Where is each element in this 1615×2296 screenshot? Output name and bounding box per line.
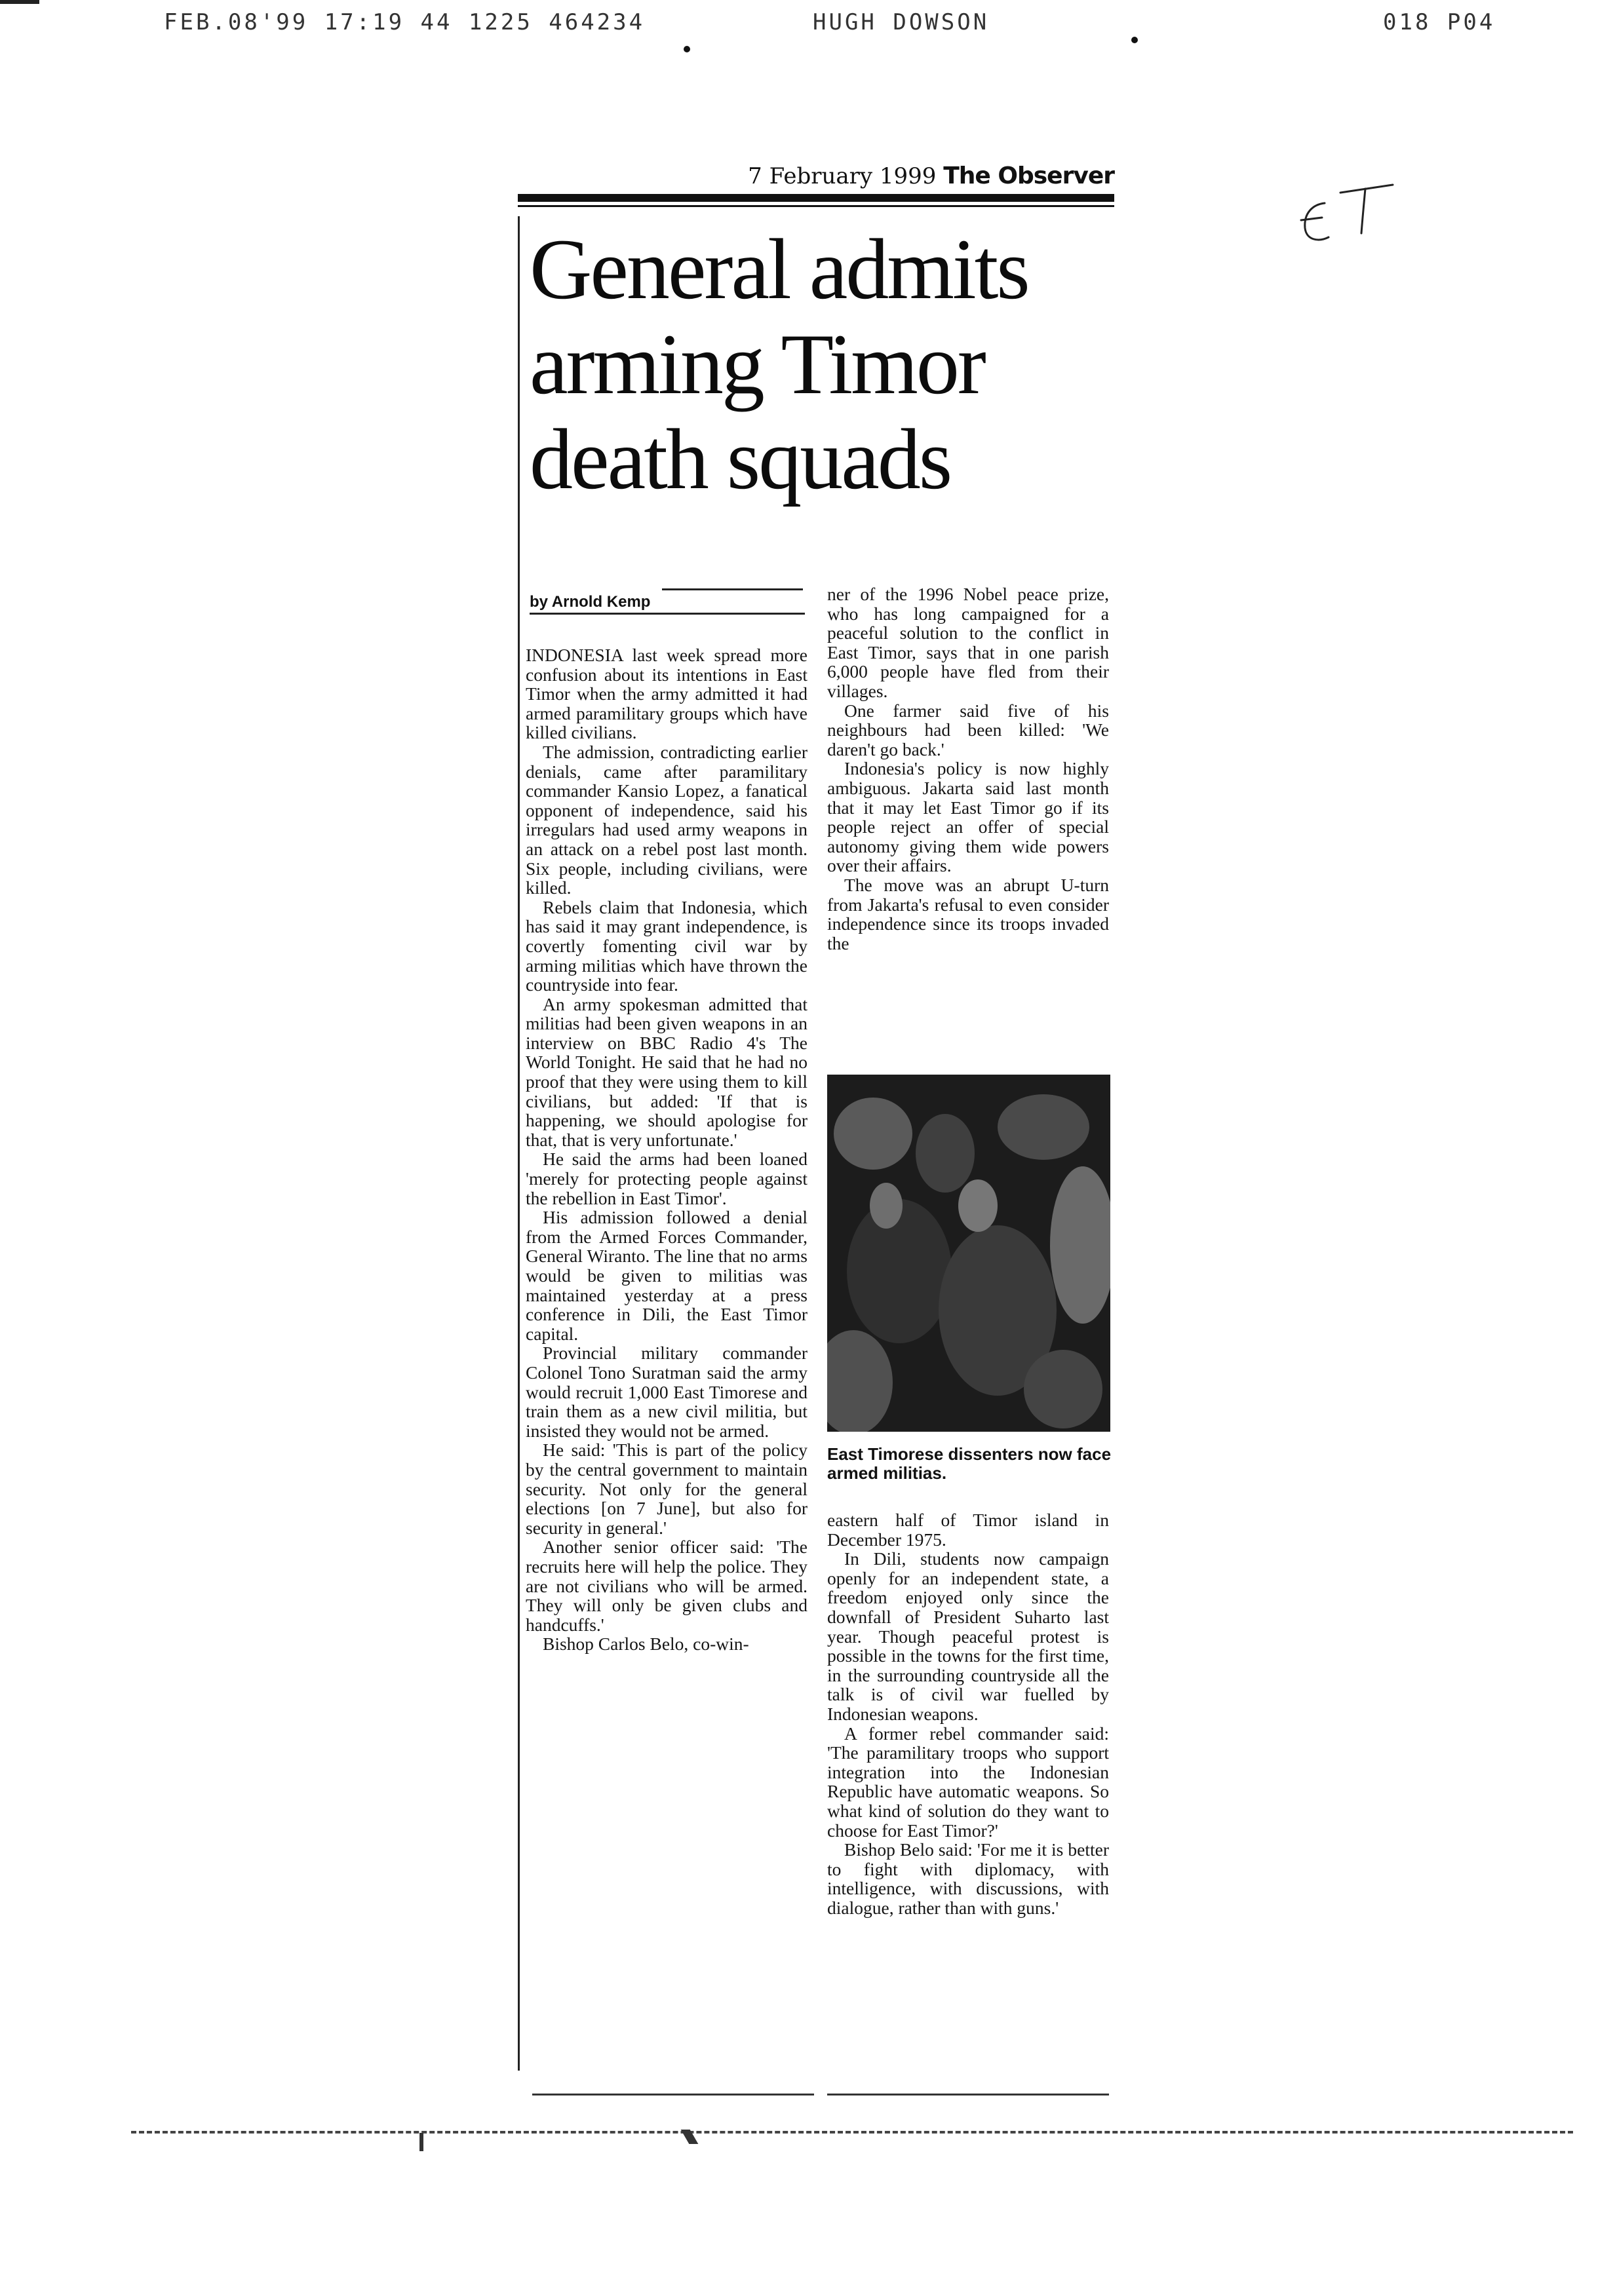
fax-header <box>0 9 1615 42</box>
paragraph: Provincial military commander Colonel Tono Suratman said the army would recruit 1,000 East Timorese and train them as a new civil militia, but insisted they would not be armed. <box>526 1343 808 1441</box>
speck <box>1131 37 1138 43</box>
article-column-2-bottom <box>827 1510 1109 1917</box>
publication-name: The Observer <box>943 163 1114 189</box>
paragraph: His admission followed a denial from the Armed Forces Commander, General Wiranto. The line that no arms would be given to militias was maintained yesterday at a press conference in Dili, the East Timor capital. <box>526 1207 808 1344</box>
paragraph: eastern half of Timor island in December 1975. <box>827 1510 1109 1550</box>
paragraph: In Dili, students now campaign openly for an independent state, a freedom enjoyed only since the downfall of President Suharto last year. Though peaceful protest is possible in the towns for the first time, in the surrounding countryside all the talk is of civil war fuelled by Indonesian weapons. <box>827 1548 1109 1724</box>
masthead-rule <box>518 194 1114 202</box>
paragraph: He said the arms had been loaned 'merely for protecting people against the rebellion in East Timor'. <box>526 1149 808 1208</box>
headline-line: death squads <box>530 411 951 507</box>
paragraph: Rebels claim that Indonesia, which has said it may grant independence, is covertly fomenting civil war by arming militias which have thrown the countryside into fear. <box>526 896 808 995</box>
dateline <box>518 163 1114 189</box>
article-column-2-top <box>827 584 1109 953</box>
paragraph: A former rebel commander said: 'The paramilitary troops who support integration into the Indonesian Republic have automatic weapons. So what kind of solution do they want to choose for East Timor?' <box>827 1723 1109 1841</box>
cut-mark <box>419 2133 423 2151</box>
fax-corner-mark <box>0 0 39 4</box>
byline-rule <box>662 588 803 590</box>
article-column-1 <box>526 645 808 1654</box>
paragraph: One farmer said five of his neighbours had been killed: 'We daren't go back.' <box>827 700 1109 759</box>
handwritten-note <box>1294 177 1406 249</box>
cut-line <box>131 2131 1573 2133</box>
fax-sender: HUGH DOWSON <box>813 9 990 35</box>
end-rule <box>532 2094 814 2095</box>
paragraph: The move was an abrupt U-turn from Jakarta's refusal to even consider independence since its troops invaded the <box>827 874 1109 953</box>
paragraph: An army spokesman admitted that militias had been given weapons in an interview on BBC Radio 4's The World Tonight. He said that he had no proof that they were using them to kill civilians, but added: 'If that is happening, we should apologise for that, that is very unfortunate.' <box>526 993 808 1150</box>
paragraph: INDONESIA last week spread more confusion about its intentions in East Timor when the army admitted it had armed paramilitary groups which have killed civilians. <box>526 645 808 743</box>
paragraph: Indonesia's policy is now highly ambiguous. Jakarta said last month that it may let East Timor go if its people reject an offer of special autonomy giving them wide powers over their affairs. <box>827 758 1109 876</box>
byline-rule <box>530 613 805 615</box>
paragraph: Bishop Carlos Belo, co-win- <box>543 1634 749 1655</box>
headline-line: arming Timor <box>530 316 984 412</box>
news-photo <box>827 1075 1110 1432</box>
paragraph: Bishop Belo said: 'For me it is better to fight with diplomacy, with intelligence, with discussions, with dialogue, rather than with guns.' <box>827 1839 1109 1918</box>
column-rule <box>518 216 520 2071</box>
headline-line: General admits <box>530 221 1028 317</box>
byline: by Arnold Kemp <box>530 593 651 611</box>
paragraph: He said: 'This is part of the policy by the central government to maintain security. Not only for the general elections [on 7 June], but also for security in general.' <box>526 1440 808 1538</box>
masthead-rule-thin <box>518 205 1114 207</box>
end-rule <box>827 2094 1109 2095</box>
paragraph: Another senior officer said: 'The recruits here will help the police. They are not civilians who will be armed. They will only be given clubs and handcuffs.' <box>526 1537 808 1635</box>
fax-page-code: 018 P04 <box>1383 9 1496 35</box>
headline <box>530 221 1119 507</box>
fax-timestamp: FEB.08'99 17:19 44 1225 464234 <box>164 9 646 35</box>
photo-image <box>827 1075 1110 1432</box>
paragraph: The admission, contradicting earlier denials, came after paramilitary commander Kansio Lopez, a fanatical opponent of independence, said his irregulars had used army weapons in an attack on a rebel post last month. Six people, including civilians, were killed. <box>526 741 808 898</box>
publication-date: 7 February 1999 <box>748 163 937 189</box>
paragraph: ner of the 1996 Nobel peace prize, who has long campaigned for a peaceful solution to the conflict in East Timor, says that in one parish 6,000 people have fled from their villages. <box>827 584 1109 701</box>
speck <box>684 46 690 52</box>
photo-caption: East Timorese dissenters now face armed militias. <box>827 1444 1112 1483</box>
